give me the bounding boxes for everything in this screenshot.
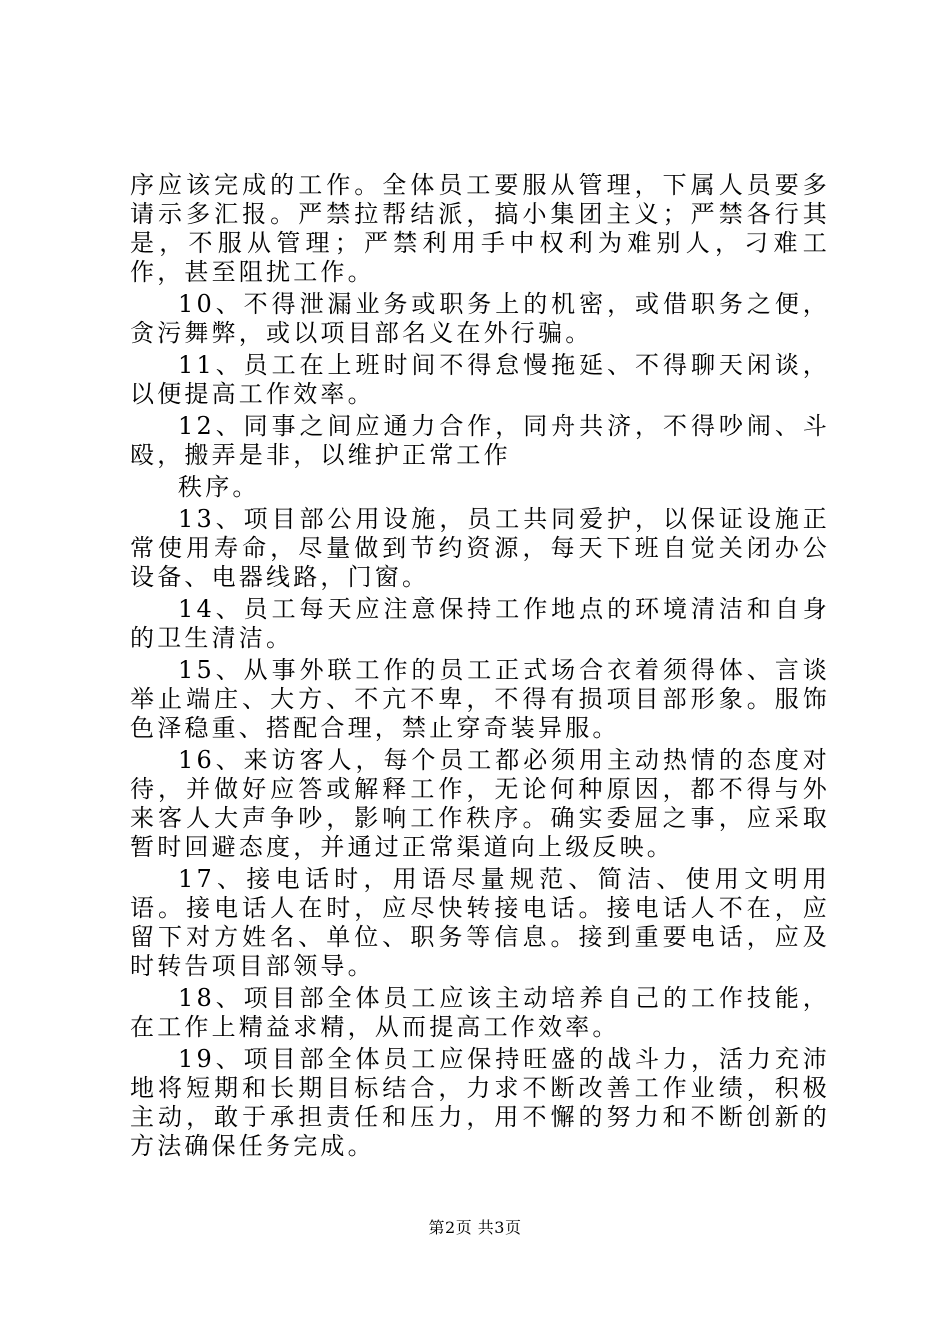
paragraph-item-11: 11、员工在上班时间不得怠慢拖延、不得聊天闲谈，以便提高工作效率。	[130, 351, 830, 408]
paragraph-item-19: 19、项目部全体员工应保持旺盛的战斗力，活力充沛地将短期和长期目标结合，力求不断改善工作业绩，积极主动，敢于承担责任和压力，用不懈的努力和不断创新的方法确保任务完成。	[130, 1045, 830, 1160]
paragraph-item-12-tail: 秩序。	[178, 473, 260, 501]
paragraph-item-12: 12、同事之间应通力合作，同舟共济，不得吵闹、斗殴，搬弄是非，以维护正常工作	[130, 412, 830, 469]
document-body	[130, 171, 830, 1164]
paragraph-continuation: 序应该完成的工作。全体员工要服从管理，下属人员要多请示多汇报。严禁拉帮结派，搞小集团主义；严禁各行其是，不服从管理；严禁利用手中权利为难别人，刁难工作，甚至阻扰工作。	[130, 171, 830, 286]
paragraph-item-13: 13、项目部公用设施，员工共同爱护，以保证设施正常使用寿命，尽量做到节约资源，每天下班自觉关闭办公设备、电器线路，门窗。	[130, 505, 830, 591]
page-number-footer: 第2页 共3页	[428, 1218, 522, 1237]
paragraph-item-17: 17、接电话时，用语尽量规范、简洁、使用文明用语。接电话人在时，应尽快转接电话。接电话人不在，应留下对方姓名、单位、职务等信息。接到重要电话，应及时转告项目部领导。	[130, 865, 830, 980]
paragraph-item-15: 15、从事外联工作的员工正式场合衣着须得体、言谈举止端庄、大方、不亢不卑，不得有损项目部形象。服饰色泽稳重、搭配合理，禁止穿奇装异服。	[130, 656, 830, 742]
paragraph-item-10: 10、不得泄漏业务或职务上的机密，或借职务之便，贪污舞弊，或以项目部名义在外行骗。	[130, 290, 830, 347]
paragraph-item-14: 14、员工每天应注意保持工作地点的环境清洁和自身的卫生清洁。	[130, 595, 830, 652]
paragraph-item-16: 16、来访客人，每个员工都必须用主动热情的态度对待，并做好应答或解释工作，无论何种原因，都不得与外来客人大声争吵，影响工作秩序。确实委屈之事，应采取暂时回避态度，并通过正常渠道向上级反映。	[130, 746, 830, 861]
paragraph-item-18: 18、项目部全体员工应该主动培养自己的工作技能，在工作上精益求精，从而提高工作效率。	[130, 984, 830, 1041]
